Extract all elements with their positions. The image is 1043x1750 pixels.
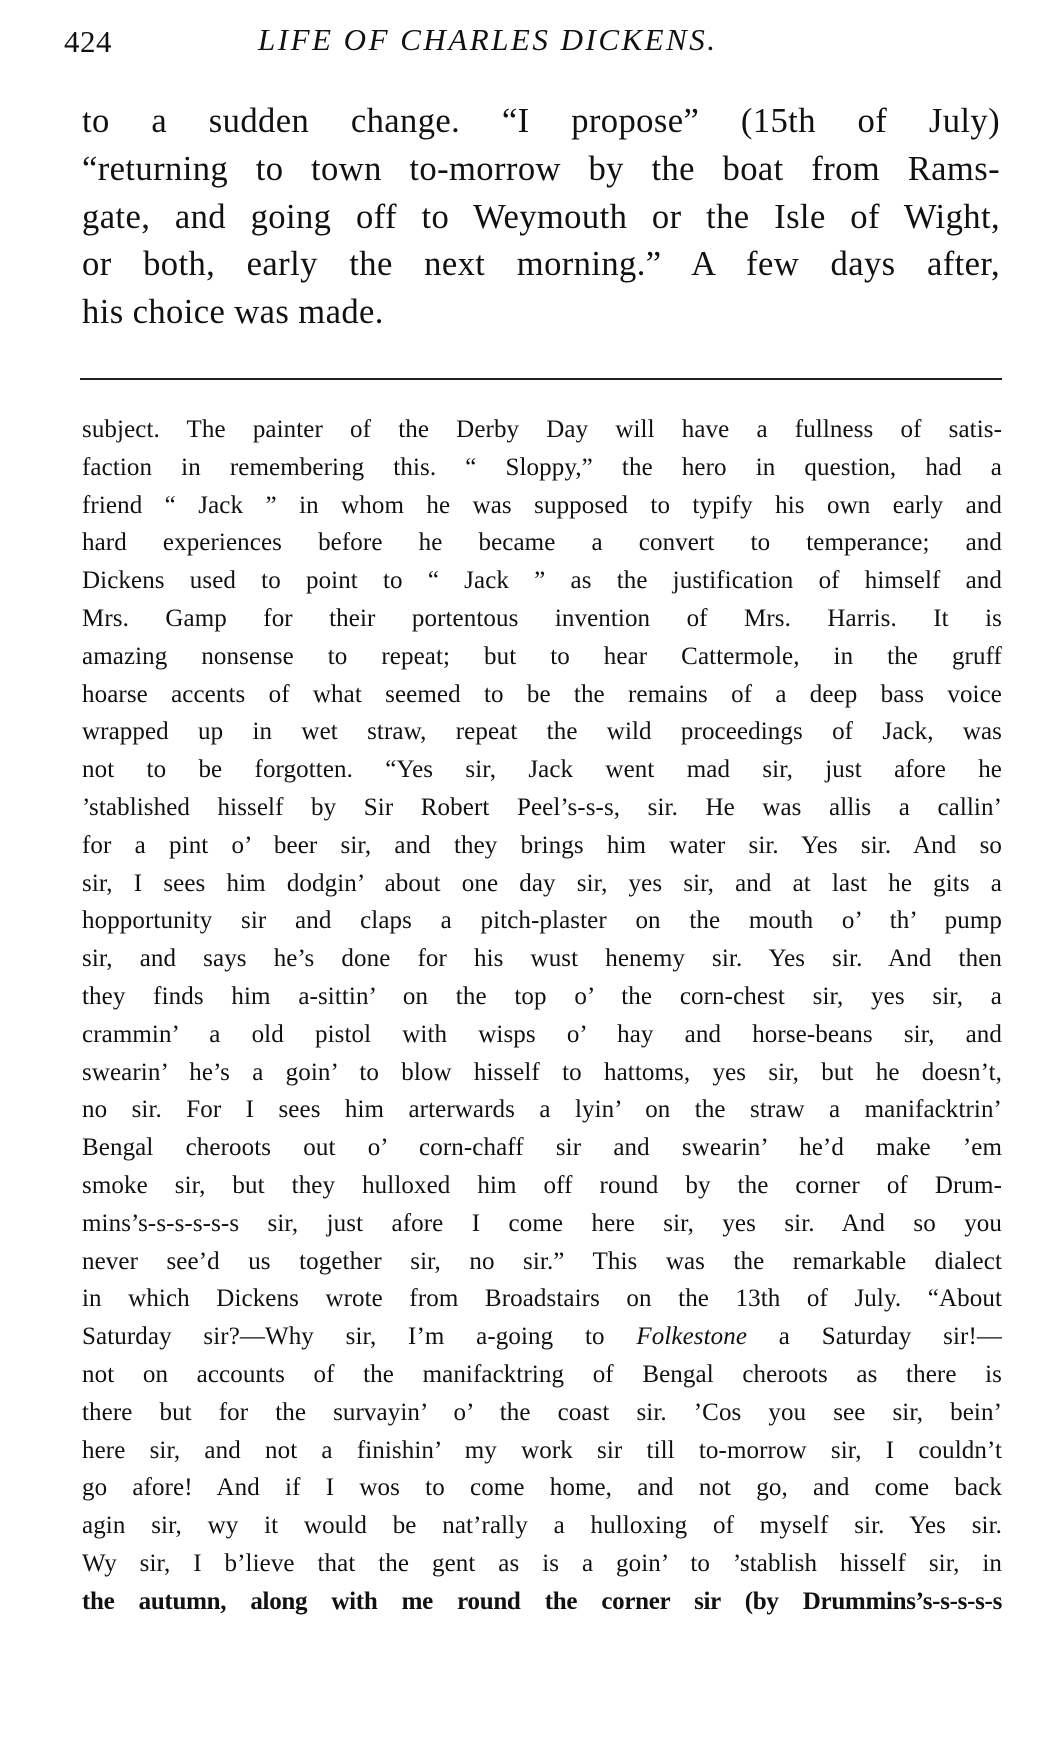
running-title: LIFE OF CHARLES DICKENS. xyxy=(258,22,718,57)
footnote-line: friend “ Jack ” in whom he was supposed to typify his own early and xyxy=(82,491,1002,519)
footnote-line: wrapped up in wet straw, repeat the wild proceedings of Jack, was xyxy=(82,718,1002,746)
main-text-line: to a sudden change. “I propose” (15th of July) xyxy=(82,102,1000,140)
footnote-line: swearin’ he’s a goin’ to blow hisself to hattoms, yes sir, but he doesn’t, xyxy=(82,1058,1002,1086)
footnote-line: sir, and says he’s done for his wust henemy sir. Yes sir. And then xyxy=(82,945,1002,973)
footnote-text xyxy=(82,411,1002,1621)
footnote-line: hoarse accents of what seemed to be the remains of a deep bass voice xyxy=(82,680,1002,708)
footnote-line: ’stablished hisself by Sir Robert Peel’s-s-s, sir. He was allis a callin’ xyxy=(82,793,1002,821)
footnote-separator-rule xyxy=(80,378,1002,380)
footnote-line: agin sir, wy it would be nat’rally a hulloxing of myself sir. Yes sir. xyxy=(82,1512,1002,1540)
running-head xyxy=(0,18,1043,62)
main-text-line: “returning to town to-morrow by the boat from Rams- xyxy=(82,149,1000,188)
main-text-paragraph xyxy=(82,98,1000,337)
footnote-line: go afore! And if I wos to come home, and not go, and come back xyxy=(82,1474,1002,1502)
main-text-line: his choice was made. xyxy=(82,293,384,332)
footnote-text-run: Saturday sir?—Why sir, I’m a-going to xyxy=(82,1323,637,1351)
footnote-line: Mrs. Gamp for their portentous invention of Mrs. Harris. It is xyxy=(82,604,1002,632)
footnote-line: not to be forgotten. “Yes sir, Jack went mad sir, just afore he xyxy=(82,756,1002,784)
footnote-line: subject. The painter of the Derby Day will have a fullness of satis- xyxy=(82,416,1002,443)
footnote-line: amazing nonsense to repeat; but to hear Cattermole, in the gruff xyxy=(82,642,1002,670)
footnote-line: hard experiences before he became a convert to temperance; and xyxy=(82,529,1002,557)
page-number: 424 xyxy=(64,24,112,59)
footnote-line: faction in remembering this. “ Sloppy,” the hero in question, had a xyxy=(82,453,1002,481)
footnote-line: here sir, and not a finishin’ my work sir till to-morrow sir, I couldn’t xyxy=(82,1436,1002,1464)
footnote-line: Wy sir, I b’lieve that the gent as is a goin’ to ’stablish hisself sir, in xyxy=(82,1549,1002,1577)
footnote-line: in which Dickens wrote from Broadstairs on the 13th of July. “About xyxy=(82,1285,1002,1313)
footnote-text-run: a Saturday sir!— xyxy=(747,1323,1002,1351)
main-text-line: gate, and going off to Weymouth or the Isle of Wight, xyxy=(82,197,1000,236)
footnote-line: Dickens used to point to “ Jack ” as the justification of himself and xyxy=(82,567,1002,595)
footnote-line: mins’s-s-s-s-s-s sir, just afore I come here sir, yes sir. And so you xyxy=(82,1209,1002,1237)
footnote-line: there but for the survayin’ o’ the coast sir. ’Cos you see sir, bein’ xyxy=(82,1398,1002,1426)
main-text-line: or both, early the next morning.” A few days after, xyxy=(82,245,1000,284)
footnote-line: never see’d us together sir, no sir.” This was the remarkable dialect xyxy=(82,1247,1002,1275)
footnote-line: crammin’ a old pistol with wisps o’ hay and horse-beans sir, and xyxy=(82,1020,1002,1048)
footnote-line: sir, I sees him dodgin’ about one day sir, yes sir, and at last he gits a xyxy=(82,869,1002,897)
footnote-line: for a pint o’ beer sir, and they brings him water sir. Yes sir. And so xyxy=(82,831,1002,859)
footnote-line-saturday xyxy=(82,1318,1002,1356)
italic-place-name: Folkestone xyxy=(636,1323,748,1351)
footnote-line: hopportunity sir and claps a pitch-plaster on the mouth o’ th’ pump xyxy=(82,907,1002,935)
footnote-line: Bengal cheroots out o’ corn-chaff sir and swearin’ he’d make ’em xyxy=(82,1134,1002,1162)
footnote-line: they finds him a-sittin’ on the top o’ the corn-chest sir, yes sir, a xyxy=(82,982,1002,1010)
footnote-line: not on accounts of the manifacktring of Bengal cheroots as there is xyxy=(82,1360,1002,1388)
footnote-line: the autumn, along with me round the corner sir (by Drummins’s-s-s-s-s xyxy=(82,1587,1002,1615)
footnote-line: no sir. For I sees him arterwards a lyin’ on the straw a manifacktrin’ xyxy=(82,1096,1002,1124)
footnote-line: smoke sir, but they hulloxed him off round by the corner of Drum- xyxy=(82,1171,1002,1199)
